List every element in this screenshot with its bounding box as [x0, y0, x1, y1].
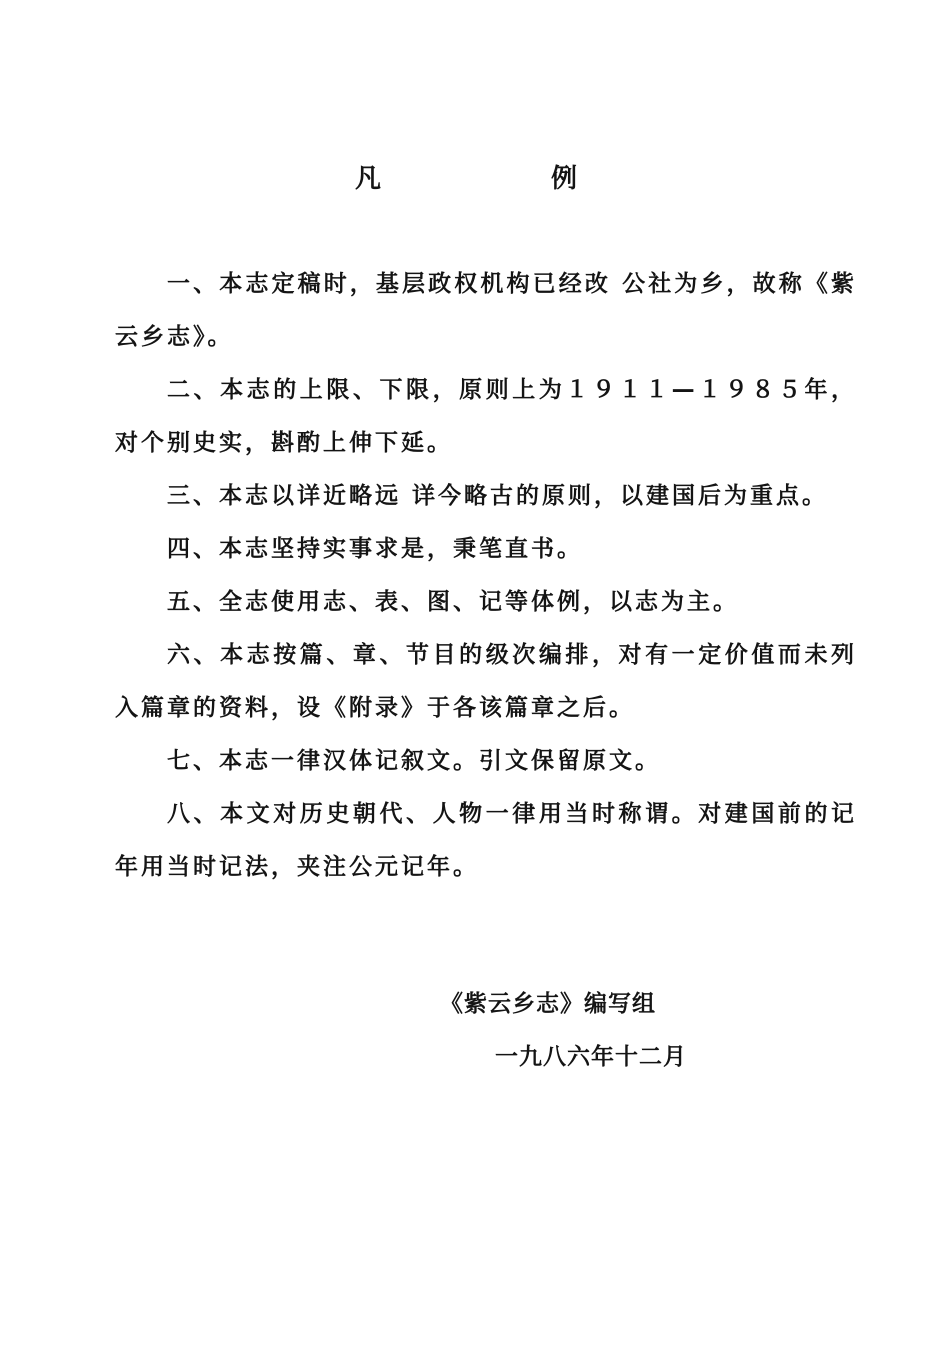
- guideline-paragraph-5: 五、全志使用志、表、图、记等体例，以志为主。: [167, 589, 739, 615]
- guideline-paragraph-1: 一、本志定稿时，基层政权机构已经改 公社为乡，故称《紫云乡志》。: [115, 271, 857, 350]
- page-title: [355, 158, 585, 198]
- signature-date: 一九八六年十二月: [495, 1044, 687, 1070]
- title-char-1: 凡: [355, 164, 382, 194]
- guideline-paragraph-6: 六、本志按篇、章、节目的级次编排，对有一定价值而未列入篇章的资料，设《附录》于各该篇章之后。: [115, 642, 857, 721]
- guideline-paragraph-2: 二、本志的上限、下限，原则上为１９１１—１９８５年，对个别史实，斟酌上伸下延。: [115, 377, 857, 456]
- guideline-paragraph-7: 七、本志一律汉体记叙文。引文保留原文。: [167, 748, 661, 774]
- guideline-paragraph-4: 四、本志坚持实事求是，秉笔直书。: [167, 536, 583, 562]
- guideline-paragraph-3: 三、本志以详近略远 详今略古的原则，以建国后为重点。: [167, 483, 829, 509]
- guideline-paragraph-8: 八、本文对历史朝代、人物一律用当时称谓。对建国前的记年用当时记法，夹注公元记年。: [115, 801, 857, 880]
- signature-group: 《紫云乡志》编写组: [440, 991, 656, 1017]
- guidelines-body: [115, 258, 857, 894]
- title-char-2: 例: [551, 164, 578, 194]
